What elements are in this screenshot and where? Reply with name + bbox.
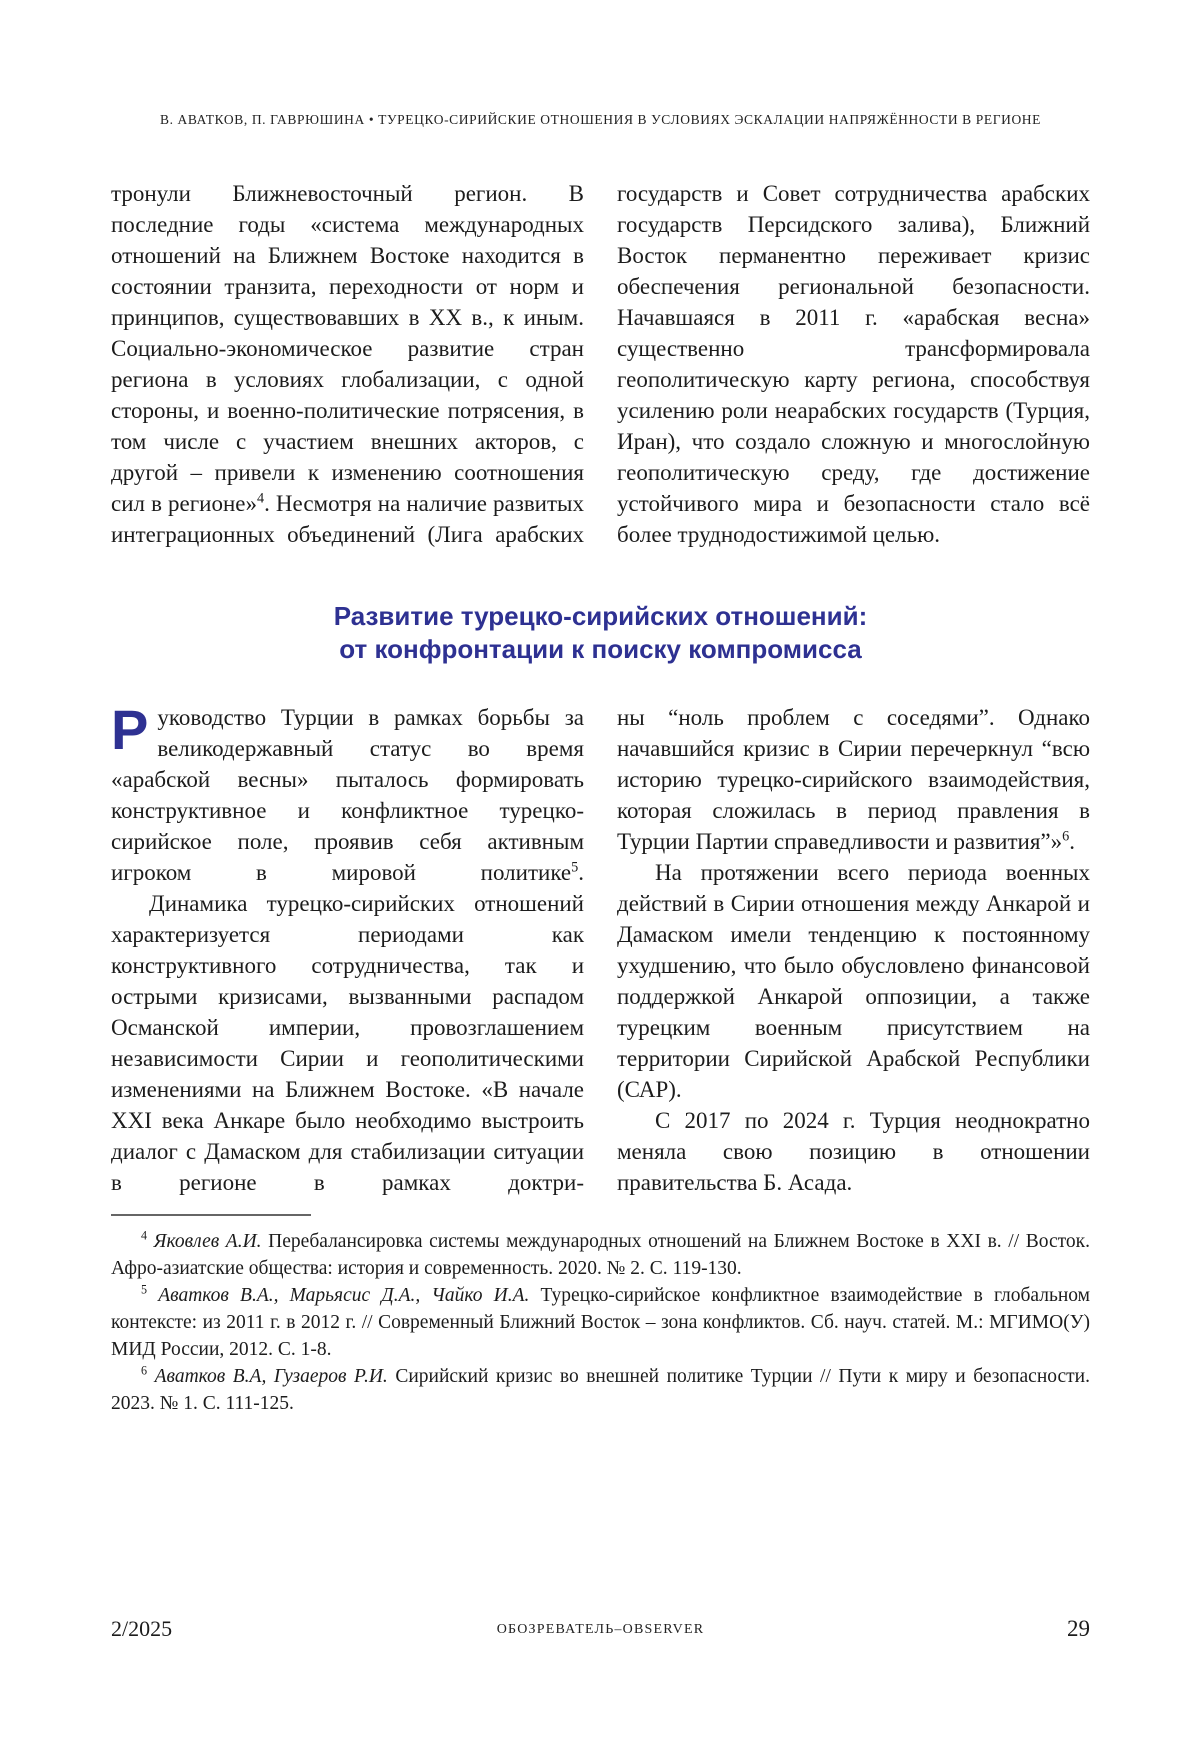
footnote-ref-4: 4 — [256, 490, 265, 507]
intro-left-text-1: тронули Ближневосточный регион. В последние годы «система международных отношений на Ближнем Востоке находится в состоянии транзита, переходности от норм и принципов, существовавших в XX в., к иным. Социально-экономическое развитие стран региона в условиях глобализации, с одной стороны, и военно-политические потрясения, в том числе с участием внешних акторов, с другой – привели к изменению соотношения сил в регионе» — [111, 181, 584, 516]
footnote-5-marker: 5 — [141, 1282, 148, 1297]
section-right-paragraph-1 — [617, 702, 1090, 857]
footnote-4-marker: 4 — [141, 1228, 148, 1243]
footnote-4-text: Перебалансировка системы международных отношений на Ближнем Востоке в XXI в. // Восток. Афро-азиатские общества: история и современность. 2020. № 2. С. 119-130. — [111, 1231, 1090, 1279]
footnote-5-text: Турецко-сирийское конфликтное взаимодействие в глобальном контексте: из 2011 г. в 2012 г. // Современный Ближний Восток – зона конфликтов. Сб. науч. статей. М.: МГИМО(У) МИД России, 2012. С. 1-8. — [111, 1285, 1091, 1360]
footnote-6 — [111, 1363, 1090, 1417]
footnote-4-authors: Яковлев А.И. — [153, 1231, 262, 1252]
intro-left-text-2: . Несмотря на наличие развитых интеграционных объединений (Лига арабских — [111, 491, 584, 547]
intro-column-right — [617, 178, 1090, 550]
footnote-ref-6: 6 — [1062, 828, 1070, 845]
section-column-right — [617, 702, 1090, 1198]
intro-right-paragraph: государств и Совет сотрудничества арабских государств Персидского залива), Ближний Восток перманентно переживает кризис обеспечения региональной безопасности. Начавшаяся в 2011 г. «арабская весна» существенно трансформировала геополитическую карту региона, способствуя усилению роли неарабских государств (Турция, Иран), что создало сложную и многослойную геополитическую среду, где достижение устойчивого мира и безопасности стало всё более труднодостижимой целью. — [617, 181, 1090, 547]
section-left-paragraph-2: Динамика турецко-сирийских отношений характеризуется периодами как конструктивного сотрудничества, так и острыми кризисами, вызванными распадом Османской империи, провозглашением независимости Сирии и геополитическими изменениями на Ближнем Востоке. «В начале XXI века Анкаре было необходимо выстроить диалог с Дамаском для стабилизации ситуации в регионе в рамках доктри- — [111, 891, 584, 1195]
section-heading — [111, 600, 1090, 666]
footnote-4 — [111, 1228, 1090, 1282]
footnote-6-authors: Аватков В.А, Гузаеров Р.И. — [154, 1366, 388, 1387]
page-footer — [111, 1616, 1090, 1656]
footnote-5 — [111, 1282, 1090, 1363]
section-right-paragraph-3: С 2017 по 2024 г. Турция неоднократно меняла свою позицию в отношении правительства Б. Асада. — [617, 1108, 1090, 1195]
footnote-5-authors: Аватков В.А., Марьясис Д.А., Чайко И.А. — [158, 1285, 530, 1306]
section-right-paragraph-2: На протяжении всего периода военных действий в Сирии отношения между Анкарой и Дамаском имели тенденцию к постоянному ухудшению, что было обусловлено финансовой поддержкой Анкарой оппозиции, а также турецким военным присутствием на территории Сирийской Арабской Республики (САР). — [617, 860, 1090, 1102]
running-head: В. АВАТКОВ, П. ГАВРЮШИНА • ТУРЕЦКО-СИРИЙСКИЕ ОТНОШЕНИЯ В УСЛОВИЯХ ЭСКАЛАЦИИ НАПРЯЖЁННОСТИ В РЕГИОНЕ — [159, 112, 1041, 127]
intro-columns — [111, 178, 1090, 550]
footer-page-number: 29 — [1067, 1616, 1090, 1641]
section-heading-line-2: от конфронтации к поиску компромисса — [339, 634, 862, 664]
footnote-6-marker: 6 — [141, 1363, 148, 1378]
section-columns — [111, 698, 1090, 1198]
dropcap-letter: Р — [111, 698, 149, 761]
footer-journal-name: ОБОЗРЕВАТЕЛЬ–OBSERVER — [496, 1622, 705, 1637]
section-left-text-2: . — [578, 860, 584, 885]
section-left-paragraph-1 — [111, 698, 584, 888]
section-left-text-1: уководство Турции в рамках борьбы за великодержавный статус во время «арабской весны» пыталось формировать конструктивное и конфликтное турецко-сирийское поле, проявив себя активным игроком в мировой политике — [111, 705, 584, 885]
footnote-ref-5: 5 — [571, 859, 579, 876]
intro-column-left — [111, 178, 584, 550]
footnote-6-text: Сирийский кризис во внешней политике Турции // Пути к миру и безопасности. 2023. № 1. С. 111-125. — [111, 1366, 1090, 1414]
footer-issue: 2/2025 — [111, 1616, 173, 1641]
section-heading-line-1: Развитие турецко-сирийских отношений: — [333, 601, 868, 631]
footnote-separator — [111, 1214, 311, 1216]
section-right-text-1: ны “ноль проблем с соседями”. Однако начавшийся кризис в Сирии перечеркнул “всю историю турецко-сирийского взаимодействия, которая сложилась в период правления в Турции Партии справедливости и развития”» — [617, 705, 1090, 854]
intro-left-paragraph — [111, 178, 584, 550]
section-column-left — [111, 698, 584, 1198]
footnotes — [111, 1228, 1090, 1417]
section-right-text-2: . — [1069, 829, 1075, 854]
